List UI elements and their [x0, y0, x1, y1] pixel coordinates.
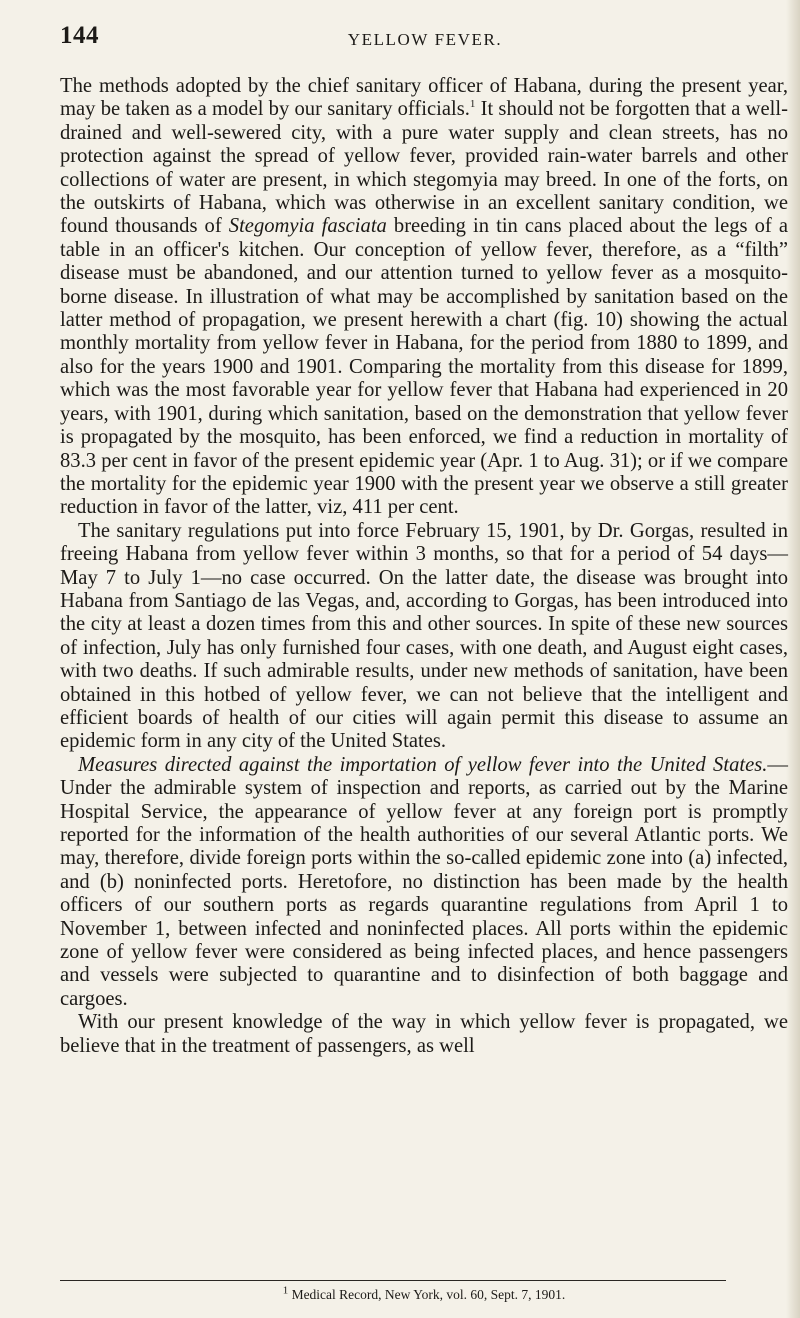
footnote-divider [60, 1280, 726, 1281]
footnote [60, 1284, 788, 1303]
paragraph-3 [60, 754, 788, 1011]
page-header [60, 22, 790, 52]
paragraph-4: With our present knowledge of the way in which yellow fever is propagated, we believe that in the treatment of passengers, as well [60, 1011, 788, 1057]
page-number: 144 [60, 22, 99, 49]
species-name: Stegomyia fasciata [228, 215, 387, 238]
footnote-marker: 1 [282, 1284, 289, 1297]
footnote-reference: 1 [469, 98, 476, 111]
paragraph-1-text-c: breeding in tin cans placed about the legs of a table in an officer's kitchen. Our conception of yellow fever, therefore, as a “filth” disease must be abandoned, and our attention turned to yellow fever as a mosquito-borne disease. In illustration of what may be accomplished by sanitation based on the latter method of propagation, we present herewith a chart (fig. 10) showing the actual monthly mortality from yellow fever in Habana, for the period from 1880 to 1899, and also for the years 1900 and 1901. Comparing the mortality from this disease for 1899, which was the most favorable year for yellow fever that Habana had experienced in 20 years, with 1901, during which sanitation, based on the demonstration that yellow fever is propagated by the mosquito, has been enforced, we find a reduction in mortality of 83.3 per cent in favor of the present epidemic year (Apr. 1 to Aug. 31); or if we compare the mortality for the epidemic year 1900 with the present year we observe a still greater reduction in favor of the latter, viz, 411 per cent. [60, 215, 788, 519]
page-edge-shadow [786, 0, 800, 1318]
section-heading: Measures directed against the importation of yellow fever into the United States. [78, 753, 768, 776]
paragraph-2: The sanitary regulations put into force February 15, 1901, by Dr. Gorgas, resulted in freeing Habana from yellow fever within 3 months, so that for a period of 54 days—May 7 to July 1—no case occurred. On the latter date, the disease was brought into Habana from Santiago de las Vegas, and, according to Gorgas, has been introduced into the city at least a dozen times from this and other sources. In spite of these new sources of infection, July has only furnished four cases, with one death, and August eight cases, with two deaths. If such admirable results, under new methods of sanitation, have been obtained in this hotbed of yellow fever, we can not believe that the intelligent and efficient boards of health of our cities will again permit this disease to assume an epidemic form in any city of the United States. [60, 519, 788, 753]
body-text [60, 75, 788, 1058]
paragraph-1-text-b: It should not be forgotten that a well-drained and well-sewered city, with a pure water supply and clean streets, has no protection against the spread of yellow fever, provided rain-water barrels and other collections of water are present, in which stegomyia may breed. In one of the forts, on the outskirts of Habana, which was otherwise in an excellent sanitary condition, we found thousands of [60, 98, 788, 238]
footnote-text: Medical Record, New York, vol. 60, Sept. 7, 1901. [288, 1287, 566, 1302]
paragraph-1-text-a: The methods adopted by the chief sanitary officer of Habana, during the present year, may be taken as a model by our sanitary officials. [60, 75, 788, 121]
running-head: YELLOW FEVER. [347, 30, 503, 49]
paragraph-3-text: —Under the admirable system of inspection and reports, as carried out by the Marine Hospital Service, the appearance of yellow fever at any foreign port is promptly reported for the information of the health authorities of our several Atlantic ports. We may, therefore, divide foreign ports within the so-called epidemic zone into (a) infected, and (b) noninfected ports. Heretofore, no distinction has been made by the health officers of our southern ports as regards quarantine regulations from April 1 to November 1, between infected and noninfected places. All ports within the epidemic zone of yellow fever were considered as being infected places, and hence passengers and vessels were subjected to quarantine and to disinfection of both baggage and cargoes. [60, 753, 788, 1010]
paragraph-1 [60, 75, 788, 520]
